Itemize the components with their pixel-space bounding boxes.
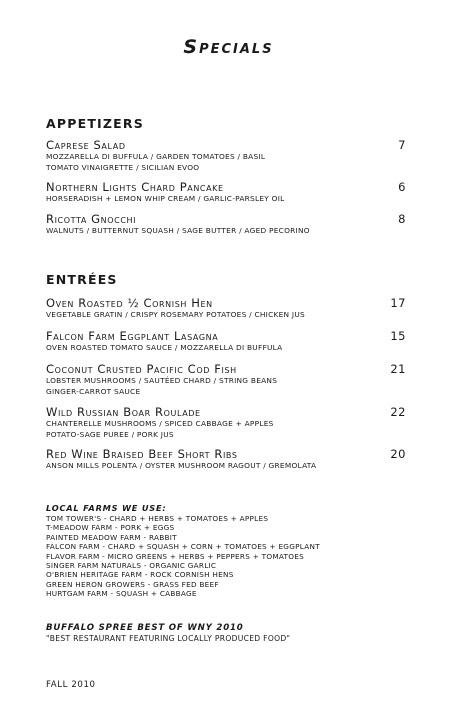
season-label: FALL 2010 bbox=[46, 680, 96, 690]
item-price: 15 bbox=[390, 329, 406, 343]
local-farms-section bbox=[46, 503, 386, 599]
page-title: Specials bbox=[183, 36, 274, 58]
item-price: 20 bbox=[390, 447, 406, 461]
item-name: Wild Russian Boar Roulade bbox=[46, 405, 201, 419]
item-price: 8 bbox=[398, 212, 406, 226]
farm-line: SINGER FARM NATURALS - ORGANIC GARLIC bbox=[46, 561, 217, 571]
item-description: POTATO-SAGE PUREE / PORK JUS bbox=[46, 429, 174, 439]
farm-line: O'BRIEN HERITAGE FARM - ROCK CORNISH HENS bbox=[46, 570, 234, 580]
item-price: 7 bbox=[398, 138, 406, 152]
menu-item-cod-fish bbox=[46, 362, 406, 397]
item-price: 21 bbox=[390, 362, 406, 376]
item-description: HORSERADISH + LEMON WHIP CREAM / GARLIC-PARSLEY OIL bbox=[46, 194, 285, 203]
award-quote: "BEST RESTAURANT FEATURING LOCALLY PRODUCED FOOD" bbox=[46, 634, 291, 643]
entrees-heading: ENTRÉES bbox=[46, 272, 118, 287]
award-section bbox=[46, 622, 406, 644]
menu-item-boar-roulade bbox=[46, 405, 406, 440]
item-description: LOBSTER MUSHROOMS / SAUTÉED CHARD / STRING BEANS bbox=[46, 376, 278, 385]
item-name: Falcon Farm Eggplant Lasagna bbox=[46, 329, 219, 343]
item-price: 22 bbox=[390, 405, 406, 419]
item-description: WALNUTS / BUTTERNUT SQUASH / SAGE BUTTER / AGED PECORINO bbox=[46, 226, 310, 235]
item-name: Red Wine Braised Beef Short Ribs bbox=[46, 447, 238, 461]
farm-line: TOM TOWER'S - CHARD + HERBS + TOMATOES + APPLES bbox=[46, 514, 269, 523]
item-name: Northern Lights Chard Pancake bbox=[46, 180, 224, 194]
item-description: ANSON MILLS POLENTA / OYSTER MUSHROOM RAGOUT / GREMOLATA bbox=[46, 461, 317, 470]
menu-item-caprese-salad bbox=[46, 138, 406, 173]
item-name: Ricotta Gnocchi bbox=[46, 212, 137, 226]
menu-item-eggplant-lasagna bbox=[46, 329, 406, 354]
farm-line: GREEN HERON GROWERS - GRASS FED BEEF bbox=[46, 579, 219, 589]
appetizers-heading: APPETIZERS bbox=[46, 116, 144, 131]
item-price: 6 bbox=[398, 180, 406, 194]
item-price: 17 bbox=[390, 296, 406, 310]
farm-line: FALCON FARM - CHARD + SQUASH + CORN + TOMATOES + EGGPLANT bbox=[46, 542, 320, 552]
menu-item-chard-pancake bbox=[46, 180, 406, 205]
farm-line: HURTGAM FARM - SQUASH + CABBAGE bbox=[46, 589, 197, 599]
menu-item-cornish-hen bbox=[46, 296, 406, 321]
item-description: CHANTERELLE MUSHROOMS / SPICED CABBAGE + APPLES bbox=[46, 419, 274, 428]
item-name: Oven Roasted ½ Cornish Hen bbox=[46, 296, 213, 310]
award-title: BUFFALO SPREE BEST OF WNY 2010 bbox=[46, 623, 244, 633]
menu-item-ricotta-gnocchi bbox=[46, 212, 406, 237]
item-description: OVEN ROASTED TOMATO SAUCE / MOZZARELLA DI BUFFULA bbox=[46, 343, 283, 352]
item-name: Coconut Crusted Pacific Cod Fish bbox=[46, 362, 237, 376]
item-name: Caprese Salad bbox=[46, 138, 126, 152]
farm-line: FLAVOR FARM - MICRO GREENS + HERBS + PEPPERS + TOMATOES bbox=[46, 551, 304, 561]
menu-item-short-ribs bbox=[46, 447, 406, 472]
farm-line: T-MEADOW FARM - PORK + EGGS bbox=[46, 523, 175, 533]
local-farms-heading: LOCAL FARMS WE USE: bbox=[46, 503, 167, 513]
farm-line: PAINTED MEADOW FARM - RABBIT bbox=[46, 532, 177, 542]
item-description: TOMATO VINAIGRETTE / SICILIAN EVOO bbox=[46, 162, 200, 172]
item-description: VEGETABLE GRATIN / CRISPY ROSEMARY POTATOES / CHICKEN JUS bbox=[46, 310, 305, 319]
item-description: GINGER-CARROT SAUCE bbox=[46, 386, 141, 396]
item-description: MOZZARELLA DI BUFFULA / GARDEN TOMATOES / BASIL bbox=[46, 152, 266, 161]
